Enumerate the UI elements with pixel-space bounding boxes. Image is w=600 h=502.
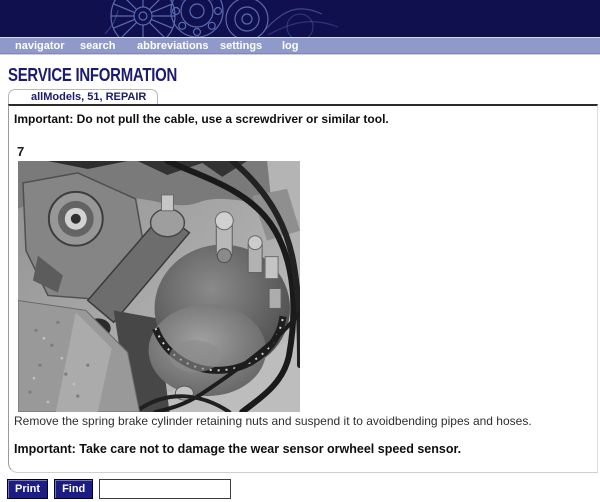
find-input[interactable] — [99, 479, 231, 499]
tab-allmodels-repair[interactable]: allModels, 51, REPAIR — [8, 89, 158, 104]
service-photo-brake-cylinder — [18, 161, 300, 412]
header-banner — [0, 0, 600, 37]
menu-item-abbreviations[interactable]: abbreviations — [137, 40, 209, 52]
menu-item-log[interactable]: log — [282, 40, 299, 52]
figure-number: 7 — [17, 144, 25, 159]
header-gears-illustration — [0, 0, 600, 37]
service-info-panel — [8, 104, 598, 473]
menu-item-search[interactable]: search — [80, 40, 116, 52]
print-button[interactable]: Print — [7, 479, 48, 499]
find-button[interactable]: Find — [54, 479, 93, 499]
menu-item-navigator[interactable]: navigator — [15, 40, 65, 52]
menu-item-settings[interactable]: settings — [220, 40, 263, 52]
footer-toolbar — [7, 479, 600, 499]
important-note-bottom: Important: Take care not to damage the wear sensor orwheel speed sensor. — [14, 442, 462, 456]
page-title: SERVICE INFORMATION — [8, 65, 178, 85]
important-note-top: Important: Do not pull the cable, use a screwdriver or similar tool. — [14, 112, 389, 126]
instruction-text: Remove the spring brake cylinder retaining nuts and suspend it to avoidbending pipes and hoses. — [14, 414, 532, 428]
main-menu-bar — [0, 37, 600, 54]
